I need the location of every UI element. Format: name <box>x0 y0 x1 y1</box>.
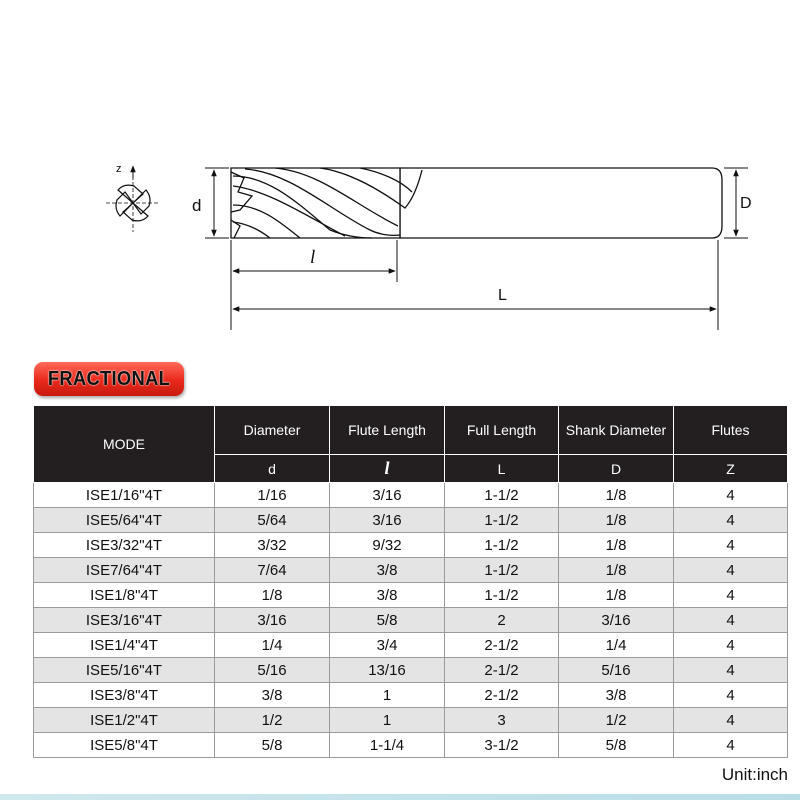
cell-flutes: 4 <box>674 533 788 558</box>
cell-flute-length: 9/32 <box>330 533 445 558</box>
table-row <box>34 583 788 608</box>
cell-diameter: 7/64 <box>215 558 330 583</box>
cell-mode: ISE3/16"4T <box>34 608 215 633</box>
header-diameter: Diameter <box>215 406 330 455</box>
table-row <box>34 658 788 683</box>
dimension-d-label: d <box>192 196 202 215</box>
cell-shank-diameter: 5/16 <box>559 658 674 683</box>
cell-shank-diameter: 1/8 <box>559 483 674 508</box>
symbol-shank-diameter: D <box>559 455 674 483</box>
table-row <box>34 533 788 558</box>
end-view-icon <box>106 166 160 232</box>
cell-diameter: 3/32 <box>215 533 330 558</box>
cell-full-length: 1-1/2 <box>445 558 559 583</box>
spec-table-body <box>34 483 788 758</box>
cell-full-length: 3-1/2 <box>445 733 559 758</box>
cell-shank-diameter: 5/8 <box>559 733 674 758</box>
end-mill-body <box>231 168 722 238</box>
cell-full-length: 1-1/2 <box>445 483 559 508</box>
cell-full-length: 3 <box>445 708 559 733</box>
table-row <box>34 483 788 508</box>
cell-full-length: 1-1/2 <box>445 583 559 608</box>
cell-diameter: 1/2 <box>215 708 330 733</box>
table-row <box>34 608 788 633</box>
cell-flute-length: 13/16 <box>330 658 445 683</box>
cell-flutes: 4 <box>674 608 788 633</box>
cell-shank-diameter: 3/8 <box>559 683 674 708</box>
cell-flute-length: 1 <box>330 683 445 708</box>
cell-flute-length: 3/8 <box>330 558 445 583</box>
cell-flute-length: 3/16 <box>330 483 445 508</box>
table-row <box>34 708 788 733</box>
cell-flute-length: 3/16 <box>330 508 445 533</box>
table-row <box>34 733 788 758</box>
cell-shank-diameter: 1/4 <box>559 633 674 658</box>
cell-diameter: 1/8 <box>215 583 330 608</box>
cell-diameter: 3/8 <box>215 683 330 708</box>
cell-mode: ISE7/64"4T <box>34 558 215 583</box>
table-row <box>34 508 788 533</box>
cell-flute-length: 3/4 <box>330 633 445 658</box>
cell-shank-diameter: 1/8 <box>559 558 674 583</box>
cell-full-length: 2 <box>445 608 559 633</box>
table-row <box>34 683 788 708</box>
table-row <box>34 558 788 583</box>
fractional-badge <box>34 362 184 396</box>
symbol-flute-length <box>330 455 445 483</box>
fractional-badge-text: FRACTIONAL <box>47 368 171 390</box>
cell-mode: ISE1/16"4T <box>34 483 215 508</box>
table-row <box>34 633 788 658</box>
cell-flutes: 4 <box>674 508 788 533</box>
cell-flute-length: 1 <box>330 708 445 733</box>
cell-mode: ISE1/4"4T <box>34 633 215 658</box>
cell-mode: ISE5/8"4T <box>34 733 215 758</box>
cell-mode: ISE3/8"4T <box>34 683 215 708</box>
header-flutes: Flutes <box>674 406 788 455</box>
cell-mode: ISE3/32"4T <box>34 533 215 558</box>
cell-flutes: 4 <box>674 558 788 583</box>
end-mill-diagram <box>0 0 800 345</box>
cell-diameter: 5/8 <box>215 733 330 758</box>
dimension-l-label: l <box>310 247 316 268</box>
cell-full-length: 1-1/2 <box>445 533 559 558</box>
cell-flutes: 4 <box>674 708 788 733</box>
dimension-D-label: D <box>740 195 752 212</box>
dimension-L-label: L <box>498 287 507 304</box>
cell-diameter: 1/4 <box>215 633 330 658</box>
cell-mode: ISE5/16"4T <box>34 658 215 683</box>
cell-flute-length: 1-1/4 <box>330 733 445 758</box>
cell-diameter: 5/64 <box>215 508 330 533</box>
cell-flutes: 4 <box>674 733 788 758</box>
spec-table-header <box>34 406 788 483</box>
cell-diameter: 3/16 <box>215 608 330 633</box>
unit-label: Unit:inch <box>721 765 788 784</box>
symbol-flutes: Z <box>674 455 788 483</box>
symbol-full-length: L <box>445 455 559 483</box>
cell-diameter: 5/16 <box>215 658 330 683</box>
header-full-length: Full Length <box>445 406 559 455</box>
cell-shank-diameter: 1/8 <box>559 533 674 558</box>
cell-flutes: 4 <box>674 633 788 658</box>
cell-flutes: 4 <box>674 683 788 708</box>
cell-shank-diameter: 1/8 <box>559 583 674 608</box>
cell-full-length: 2-1/2 <box>445 633 559 658</box>
cell-flutes: 4 <box>674 483 788 508</box>
cell-full-length: 2-1/2 <box>445 683 559 708</box>
cell-diameter: 1/16 <box>215 483 330 508</box>
header-shank-diameter: Shank Diameter <box>559 406 674 455</box>
cell-shank-diameter: 1/2 <box>559 708 674 733</box>
cell-full-length: 2-1/2 <box>445 658 559 683</box>
cell-flute-length: 5/8 <box>330 608 445 633</box>
bottom-accent-bar <box>0 794 800 800</box>
header-flute-length: Flute Length <box>330 406 445 455</box>
header-mode: MODE <box>34 406 215 483</box>
symbol-diameter: d <box>215 455 330 483</box>
cell-mode: ISE1/8"4T <box>34 583 215 608</box>
cell-mode: ISE5/64"4T <box>34 508 215 533</box>
cell-shank-diameter: 3/16 <box>559 608 674 633</box>
cell-full-length: 1-1/2 <box>445 508 559 533</box>
cell-flutes: 4 <box>674 658 788 683</box>
cell-flute-length: 3/8 <box>330 583 445 608</box>
spec-table <box>33 405 788 758</box>
cell-mode: ISE1/2"4T <box>34 708 215 733</box>
end-view-z-label: z <box>116 163 122 175</box>
symbol-flute-length-text: l <box>384 458 390 478</box>
cell-shank-diameter: 1/8 <box>559 508 674 533</box>
cell-flutes: 4 <box>674 583 788 608</box>
